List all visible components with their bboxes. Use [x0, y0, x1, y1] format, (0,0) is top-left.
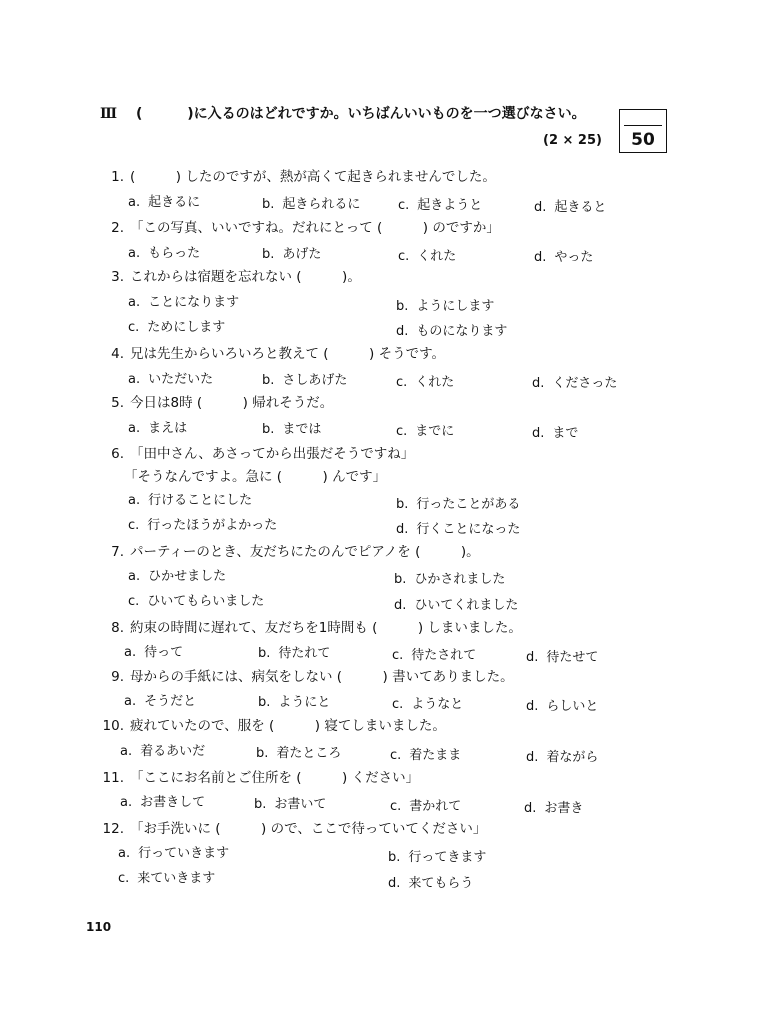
- option-d: d. 着ながら: [526, 750, 599, 765]
- option-d: d. ひいてくれました: [394, 598, 519, 613]
- question-line-continued: [124, 465, 386, 485]
- question-number: 12.: [102, 821, 124, 837]
- question-text: 「この写真、いいですね。だれにとって ( ) のですか」: [130, 220, 500, 236]
- instruction-open-paren: (: [135, 106, 143, 122]
- option-a: a. 着るあいだ: [120, 744, 206, 759]
- question-line: [92, 616, 522, 636]
- option-b: b. 行ったことがある: [396, 497, 521, 512]
- question-line: [92, 165, 496, 185]
- option-b: b. ひかされました: [394, 572, 506, 587]
- option-c: c. 来ていきます: [118, 871, 216, 886]
- option-d: d. ものになります: [396, 324, 508, 339]
- option-a: a. ひかせました: [128, 569, 227, 584]
- page-number: 110: [86, 920, 112, 934]
- option-a: a. 起きるに: [128, 195, 201, 210]
- question-text: 母からの手紙には、病気をしない ( ) 書いてありました。: [130, 669, 514, 685]
- question-line: [92, 766, 419, 786]
- option-d: d. 行くことになった: [396, 522, 521, 537]
- option-c: c. ひいてもらいました: [128, 594, 265, 609]
- option-a: a. もらった: [128, 246, 201, 261]
- option-b: b. 起きられるに: [262, 197, 361, 212]
- option-b: b. 行ってきます: [388, 850, 487, 865]
- question-text: ( ) したのですが、熱が高くて起きられませんでした。: [130, 169, 496, 185]
- question-text: パーティーのとき、友だちにたのんでピアノを ( )。: [130, 544, 480, 560]
- section-instruction: [100, 103, 586, 123]
- option-d: d. お書き: [524, 801, 584, 816]
- option-b: b. ようにと: [258, 695, 331, 710]
- question-number: 4.: [111, 346, 124, 362]
- question-line: [92, 216, 500, 236]
- option-b: b. お書いて: [254, 797, 327, 812]
- option-a: a. ことになります: [128, 295, 240, 310]
- score-box: [619, 109, 667, 153]
- question-text: 兄は先生からいろいろと教えて ( ) そうです。: [130, 346, 446, 362]
- option-c: c. くれた: [396, 375, 455, 390]
- option-b: b. までは: [262, 422, 322, 437]
- question-line: [92, 391, 333, 411]
- option-a: a. そうだと: [124, 694, 197, 709]
- score-total: 50: [631, 130, 655, 150]
- question-number: 5.: [111, 395, 124, 411]
- option-b: b. 待たれて: [258, 646, 331, 661]
- option-d: d. まで: [532, 426, 579, 441]
- option-a: a. 待って: [124, 645, 184, 660]
- question-line: [92, 265, 361, 285]
- option-c: c. 着たまま: [390, 748, 462, 763]
- question-text: 「お手洗いに ( ) ので、ここで待っていてください」: [130, 821, 487, 837]
- question-number: 9.: [111, 669, 124, 685]
- question-text: 疲れていたので、服を ( ) 寝てしまいました。: [130, 718, 446, 734]
- option-c: c. 待たされて: [392, 648, 477, 663]
- option-c: c. 書かれて: [390, 799, 462, 814]
- option-c: c. 起きようと: [398, 198, 483, 213]
- option-a: a. いただいた: [128, 372, 214, 387]
- question-text: 「ここにお名前とご住所を ( ) ください」: [130, 770, 420, 786]
- question-number: 10.: [102, 718, 124, 734]
- question-text: これからは宿題を忘れない ( )。: [130, 269, 361, 285]
- option-d: d. 起きると: [534, 200, 607, 215]
- points-formula: (2 × 25): [543, 133, 602, 148]
- question-number: 11.: [102, 770, 124, 786]
- question-text: 「そうなんですよ。急に ( ) んです」: [124, 469, 387, 485]
- option-a: a. まえは: [128, 421, 188, 436]
- question-line: [92, 817, 486, 837]
- question-line: [92, 442, 414, 462]
- question-line: [92, 714, 446, 734]
- option-d: d. 来てもらう: [388, 876, 474, 891]
- question-line: [92, 665, 514, 685]
- option-d: d. やった: [534, 250, 594, 265]
- option-a: a. お書きして: [120, 795, 206, 810]
- instruction-text: )に入るのはどれですか。いちばんいいものを一つ選びなさい。: [187, 106, 586, 122]
- score-blank-line: [624, 125, 662, 126]
- option-a: a. 行っていきます: [118, 846, 230, 861]
- question-text: 「田中さん、あさってから出張だそうですね」: [130, 446, 415, 462]
- option-d: d. 待たせて: [526, 650, 599, 665]
- question-line: [92, 540, 480, 560]
- option-c: c. 行ったほうがよかった: [128, 518, 278, 533]
- section-number: Ⅲ: [100, 106, 118, 122]
- question-number: 6.: [111, 446, 124, 462]
- option-b: b. さしあげた: [262, 373, 348, 388]
- option-c: c. までに: [396, 424, 455, 439]
- option-c: c. ようなと: [392, 697, 464, 712]
- question-line: [92, 342, 445, 362]
- question-number: 8.: [111, 620, 124, 636]
- option-c: c. ためにします: [128, 320, 226, 335]
- option-d: d. くださった: [532, 376, 618, 391]
- option-d: d. らしいと: [526, 699, 599, 714]
- question-number: 7.: [111, 544, 124, 560]
- question-text: 約束の時間に遅れて、友だちを1時間も ( ) しまいました。: [130, 620, 522, 636]
- option-b: b. あげた: [262, 247, 322, 262]
- option-c: c. くれた: [398, 249, 457, 264]
- option-b: b. 着たところ: [256, 746, 342, 761]
- question-number: 3.: [111, 269, 124, 285]
- question-text: 今日は8時 ( ) 帰れそうだ。: [130, 395, 334, 411]
- question-number: 1.: [111, 169, 124, 185]
- question-number: 2.: [111, 220, 124, 236]
- option-b: b. ようにします: [396, 299, 495, 314]
- option-a: a. 行けることにした: [128, 493, 253, 508]
